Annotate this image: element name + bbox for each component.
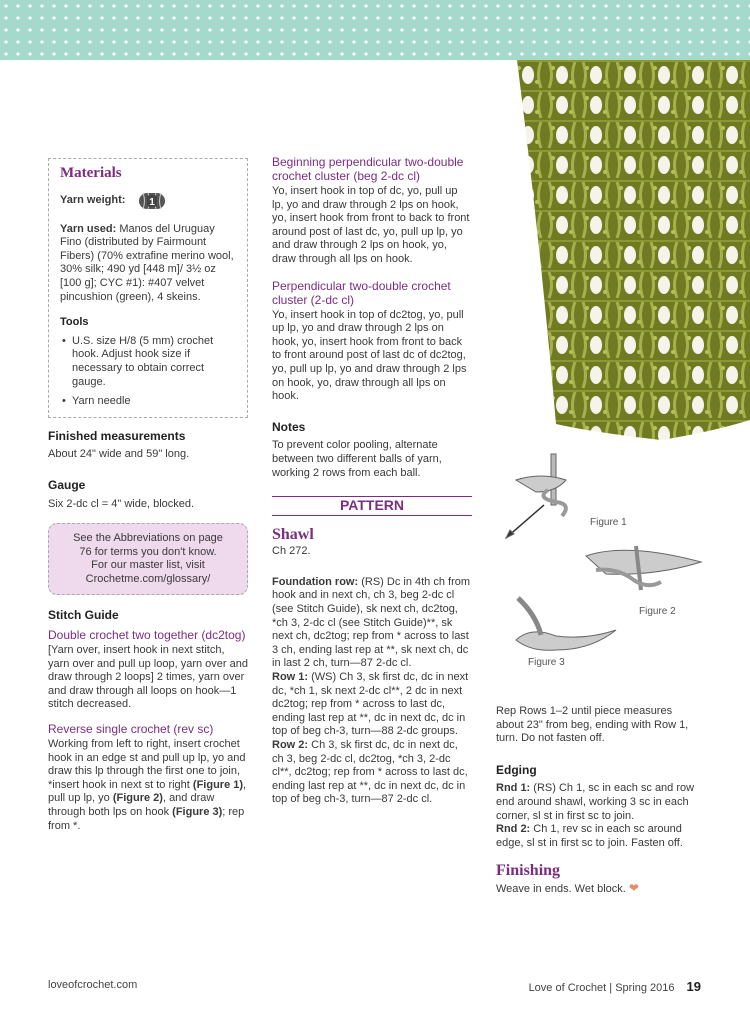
row-1: Row 1: (WS) Ch 3, sk first dc, dc in next dc, *ch 1, sk next 2-dc cl**, 2 dc in next dc2tog; rep from * across to last dc, ending last rep at **, dc in next dc, dc in top of beg ch-3, turn—88 2-dc groups. bbox=[272, 671, 469, 738]
dc2tog-title: Double crochet two together (dc2tog) bbox=[48, 628, 246, 643]
gauge-text: Six 2-dc cl = 4" wide, blocked. bbox=[48, 497, 195, 510]
row-2: Row 2: Ch 3, sk first dc, dc in next dc, ch 3, beg 2-dc cl, dc2tog, *ch 3, 2-dc cl**, dc2tog; rep from * across to last dc, ending last rep at **, dc in next dc, dc in top of beg ch-3, turn—87 2-dc cl. bbox=[272, 739, 468, 806]
abbr-line: 76 for terms you don't know. bbox=[79, 545, 217, 558]
revsc-title: Reverse single crochet (rev sc) bbox=[48, 722, 214, 737]
decorative-dotted-band bbox=[0, 0, 750, 60]
materials-box bbox=[48, 158, 248, 418]
shawl-photo bbox=[511, 60, 750, 443]
shawl-title: Shawl bbox=[272, 525, 314, 543]
perp-2dc-title: Perpendicular two-double crochet cluster (2-dc cl) bbox=[272, 278, 451, 307]
yarn-weight-label: Yarn weight: bbox=[60, 193, 126, 206]
yarn-weight-number: 1 bbox=[149, 196, 156, 208]
edging-title: Edging bbox=[496, 762, 537, 777]
tools-title: Tools bbox=[60, 316, 89, 329]
figures-illustration bbox=[496, 450, 716, 680]
tool-item: • Yarn needle bbox=[60, 395, 237, 409]
foundation-row: Foundation row: (RS) Dc in 4th ch from hook and in next ch, ch 3, beg 2-dc cl (see Stitch Guide), sk next ch, dc2tog, *ch 3, 2-dc cl (see Stitch Guide)**, sk next ch, dc2tog; rep from * across to last 3 ch, ending last rep at **, sk next ch, dc in last 2 ch, turn—87 2-dc cl. bbox=[272, 575, 471, 670]
footer-magazine-name: Love of Crochet bbox=[528, 982, 607, 994]
notes-title: Notes bbox=[272, 419, 306, 434]
beg-2dc-text: Yo, insert hook in top of dc, yo, pull up lp, yo and draw through 2 lps on hook, yo, insert hook from front to back to front around post of last dc, yo, pull up lp, yo and draw through 2 lps on hook, yo, draw through all lps on hook. bbox=[272, 185, 470, 265]
column-right bbox=[496, 705, 701, 897]
page-number: 19 bbox=[686, 979, 701, 994]
yarn-used: Yarn used: Manos del Uruguay Fino (distributed by Fairmount Fibers) (70% extrafine merino wool, 30% silk; 490 yd [448 m]/ 3½ oz [100 g]; CYC #1): #407 velvet pincushion (green), 4 skeins. bbox=[60, 222, 234, 303]
pattern-bar: PATTERN bbox=[272, 496, 472, 516]
yarn-weight-icon bbox=[137, 190, 167, 212]
tool-item: • U.S. size H/8 (5 mm) crochet hook. Adjust hook size if necessary to obtain correct gauge. bbox=[60, 335, 237, 389]
abbr-line: See the Abbreviations on page bbox=[73, 532, 223, 545]
footer-url[interactable]: loveofcrochet.com bbox=[48, 979, 138, 991]
figure-2-label: Figure 2 bbox=[639, 606, 676, 617]
finished-title: Finished measurements bbox=[48, 428, 186, 443]
finished-text: About 24" wide and 59" long. bbox=[48, 448, 190, 461]
finishing-title: Finishing bbox=[496, 862, 561, 880]
finishing-text: Weave in ends. Wet block. ❤ bbox=[496, 880, 639, 895]
edging-rnd-1: Rnd 1: (RS) Ch 1, sc in each sc and row end around shawl, working 3 sc in each corner, sl st in first sc to join. bbox=[496, 782, 695, 822]
figure-3-label: Figure 3 bbox=[528, 657, 565, 668]
column-middle bbox=[272, 155, 472, 807]
heart-icon: ❤ bbox=[628, 880, 639, 895]
crochet-figures-drawing bbox=[496, 450, 716, 680]
abbreviations-box bbox=[48, 523, 248, 595]
notes-text: To prevent color pooling, alternate between two different balls of yarn, working 2 rows from each ball. bbox=[272, 439, 442, 479]
abbr-link[interactable]: Crochetme.com/glossary/ bbox=[85, 572, 211, 585]
figure-1-label: Figure 1 bbox=[590, 517, 627, 528]
shawl-chain: Ch 272. bbox=[272, 545, 311, 558]
repeat-rows: Rep Rows 1–2 until piece measures about 23" from beg, ending with Row 1, turn. Do not fasten off. bbox=[496, 705, 689, 745]
column-left bbox=[48, 158, 248, 833]
yarn-weight-row bbox=[60, 190, 237, 212]
perp-2dc-text: Yo, insert hook in top of dc2tog, yo, pull up lp, yo and draw through 2 lps on hook, yo, insert hook from front to back to front around post of last dc of dc2tog, yo, pull up lp, yo and draw through 2 lps on hook, yo, draw through all lps on hook. bbox=[272, 308, 467, 403]
footer-magazine: Love of Crochet | Spring 2016 19 bbox=[528, 979, 701, 994]
stitch-guide-title: Stitch Guide bbox=[48, 608, 119, 623]
abbr-line: For our master list, visit bbox=[91, 559, 205, 572]
revsc-text: Working from left to right, insert crochet hook in an edge st and pull up lp, yo and draw this lp through the first one to join, *insert hook in next st to right (Figure 1), pull up lp, yo (Figure 2), and draw through both lps on hook (Figure 3); rep from *. bbox=[48, 738, 247, 832]
edging-rnd-2: Rnd 2: Ch 1, rev sc in each sc around edge, sl st in first sc to join. Fasten off. bbox=[496, 823, 683, 849]
gauge-title: Gauge bbox=[48, 477, 86, 492]
footer-issue: Spring 2016 bbox=[615, 982, 675, 994]
beg-2dc-title: Beginning perpendicular two-double crochet cluster (beg 2-dc cl) bbox=[272, 155, 464, 183]
dc2tog-text: [Yarn over, insert hook in next stitch, yarn over and pull up loop, yarn over and draw through 2 loops] 2 times, yarn over and draw through all loops on hook—1 stitch decreased. bbox=[48, 644, 248, 711]
materials-title: Materials bbox=[60, 165, 122, 181]
